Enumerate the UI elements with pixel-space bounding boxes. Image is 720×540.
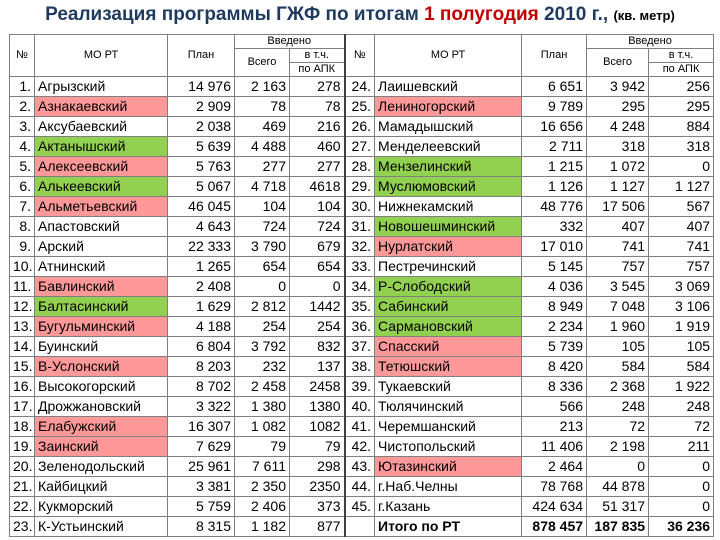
right-plan-value: 6 651 — [522, 77, 587, 97]
right-built-total-value: 318 — [587, 137, 649, 157]
left-built-apk-value: 79 — [290, 437, 345, 457]
left-built-apk-value: 4618 — [290, 177, 345, 197]
left-municipality-name: В-Услонский — [35, 357, 168, 377]
left-built-apk-value: 0 — [290, 277, 345, 297]
left-row-number: 20. — [10, 457, 35, 477]
right-built-total-value: 0 — [587, 457, 649, 477]
right-built-total-value: 44 878 — [587, 477, 649, 497]
right-built-apk-value: 295 — [649, 97, 714, 117]
left-built-total-value: 79 — [235, 437, 290, 457]
right-built-apk-value: 567 — [649, 197, 714, 217]
left-plan-value: 5 639 — [168, 137, 235, 157]
right-built-apk-value: 3 106 — [649, 297, 714, 317]
header-apk-right: по АПК — [649, 63, 714, 77]
left-plan-value: 3 322 — [168, 397, 235, 417]
right-built-total-value: 295 — [587, 97, 649, 117]
left-built-apk-value: 2350 — [290, 477, 345, 497]
header-vvedeno-right: Введено — [587, 35, 714, 49]
left-built-apk-value: 679 — [290, 237, 345, 257]
right-plan-value: 78 768 — [522, 477, 587, 497]
right-built-apk-value: 0 — [649, 457, 714, 477]
right-row-number: 39. — [345, 377, 375, 397]
right-built-apk-value: 211 — [649, 437, 714, 457]
right-plan-value: 11 406 — [522, 437, 587, 457]
right-built-total-value: 1 960 — [587, 317, 649, 337]
left-built-total-value: 277 — [235, 157, 290, 177]
title-unit: (кв. метр) — [613, 8, 675, 23]
table-row — [10, 197, 714, 217]
left-plan-value: 1 265 — [168, 257, 235, 277]
left-built-total-value: 2 458 — [235, 377, 290, 397]
left-built-total-value: 469 — [235, 117, 290, 137]
right-plan-value: 213 — [522, 417, 587, 437]
header-no-right: № — [345, 35, 375, 77]
left-built-total-value: 1 082 — [235, 417, 290, 437]
left-municipality-name: Елабужский — [35, 417, 168, 437]
left-built-apk-value: 1442 — [290, 297, 345, 317]
right-plan-value: 2 711 — [522, 137, 587, 157]
header-mo-right: МО РТ — [375, 35, 522, 77]
left-plan-value: 4 188 — [168, 317, 235, 337]
left-municipality-name: К-Устьинский — [35, 517, 168, 537]
right-built-total-value: 407 — [587, 217, 649, 237]
left-built-total-value: 7 611 — [235, 457, 290, 477]
left-built-apk-value: 460 — [290, 137, 345, 157]
right-row-number: 31. — [345, 217, 375, 237]
right-plan-value: 566 — [522, 397, 587, 417]
right-row-number: 29. — [345, 177, 375, 197]
left-built-total-value: 4 718 — [235, 177, 290, 197]
right-row-number: 40. — [345, 397, 375, 417]
left-built-apk-value: 78 — [290, 97, 345, 117]
left-built-apk-value: 2458 — [290, 377, 345, 397]
right-plan-value: 2 464 — [522, 457, 587, 477]
right-built-apk-value: 72 — [649, 417, 714, 437]
right-row-number — [345, 517, 375, 537]
table-row — [10, 377, 714, 397]
left-row-number: 3. — [10, 117, 35, 137]
left-row-number: 8. — [10, 217, 35, 237]
right-row-number: 32. — [345, 237, 375, 257]
right-built-total-value: 2 368 — [587, 377, 649, 397]
table-row — [10, 77, 714, 97]
right-plan-value: 4 036 — [522, 277, 587, 297]
left-row-number: 23. — [10, 517, 35, 537]
table-row — [10, 157, 714, 177]
table-row — [10, 457, 714, 477]
report-table — [9, 34, 714, 537]
right-built-apk-value: 36 236 — [649, 517, 714, 537]
title-main: Реализация программы ГЖФ по итогам — [45, 4, 425, 25]
left-plan-value: 5 763 — [168, 157, 235, 177]
right-row-number: 42. — [345, 437, 375, 457]
right-built-total-value: 584 — [587, 357, 649, 377]
left-built-apk-value: 298 — [290, 457, 345, 477]
left-built-total-value: 78 — [235, 97, 290, 117]
left-built-apk-value: 1380 — [290, 397, 345, 417]
right-built-total-value: 3 942 — [587, 77, 649, 97]
left-plan-value: 2 038 — [168, 117, 235, 137]
right-municipality-name: Новошешминский — [375, 217, 522, 237]
left-built-total-value: 2 406 — [235, 497, 290, 517]
table-row — [10, 137, 714, 157]
left-built-apk-value: 254 — [290, 317, 345, 337]
right-row-number: 26. — [345, 117, 375, 137]
right-plan-value: 16 656 — [522, 117, 587, 137]
right-row-number: 35. — [345, 297, 375, 317]
right-plan-value: 48 776 — [522, 197, 587, 217]
right-plan-value: 878 457 — [522, 517, 587, 537]
left-row-number: 7. — [10, 197, 35, 217]
left-built-total-value: 2 350 — [235, 477, 290, 497]
right-municipality-name: Нижнекамский — [375, 197, 522, 217]
left-municipality-name: Алексеевский — [35, 157, 168, 177]
right-municipality-name: Тюлячинский — [375, 397, 522, 417]
right-built-apk-value: 256 — [649, 77, 714, 97]
left-built-total-value: 4 488 — [235, 137, 290, 157]
right-row-number: 33. — [345, 257, 375, 277]
left-built-total-value: 232 — [235, 357, 290, 377]
left-municipality-name: Апастовский — [35, 217, 168, 237]
left-built-apk-value: 278 — [290, 77, 345, 97]
table-row — [10, 97, 714, 117]
right-row-number: 37. — [345, 337, 375, 357]
right-plan-value: 8 949 — [522, 297, 587, 317]
left-municipality-name: Арский — [35, 237, 168, 257]
right-built-apk-value: 407 — [649, 217, 714, 237]
left-municipality-name: Заинский — [35, 437, 168, 457]
left-built-apk-value: 373 — [290, 497, 345, 517]
header-apk-left: по АПК — [290, 63, 345, 77]
table-row — [10, 477, 714, 497]
right-plan-value: 8 420 — [522, 357, 587, 377]
right-municipality-name: Пестречинский — [375, 257, 522, 277]
right-municipality-name: Менделеевский — [375, 137, 522, 157]
left-built-total-value: 0 — [235, 277, 290, 297]
right-built-total-value: 1 127 — [587, 177, 649, 197]
right-built-apk-value: 884 — [649, 117, 714, 137]
left-built-apk-value: 216 — [290, 117, 345, 137]
right-built-apk-value: 318 — [649, 137, 714, 157]
left-built-total-value: 724 — [235, 217, 290, 237]
left-row-number: 16. — [10, 377, 35, 397]
header-vtch-right: в т.ч. — [649, 49, 714, 63]
right-row-number: 24. — [345, 77, 375, 97]
left-municipality-name: Атнинский — [35, 257, 168, 277]
left-row-number: 14. — [10, 337, 35, 357]
right-plan-value: 5 145 — [522, 257, 587, 277]
right-municipality-name: Сабинский — [375, 297, 522, 317]
left-municipality-name: Высокогорский — [35, 377, 168, 397]
left-plan-value: 3 381 — [168, 477, 235, 497]
right-municipality-name: Р-Слободский — [375, 277, 522, 297]
right-municipality-name: Муслюмовский — [375, 177, 522, 197]
header-plan-left: План — [168, 35, 235, 77]
left-plan-value: 6 804 — [168, 337, 235, 357]
right-municipality-name: Нурлатский — [375, 237, 522, 257]
left-municipality-name: Альметьевский — [35, 197, 168, 217]
table-row — [10, 517, 714, 537]
table-header — [10, 35, 714, 77]
left-built-apk-value: 137 — [290, 357, 345, 377]
right-built-total-value: 1 072 — [587, 157, 649, 177]
left-row-number: 2. — [10, 97, 35, 117]
right-plan-value: 17 010 — [522, 237, 587, 257]
right-built-total-value: 7 048 — [587, 297, 649, 317]
left-plan-value: 8 203 — [168, 357, 235, 377]
right-plan-value: 332 — [522, 217, 587, 237]
left-built-total-value: 3 790 — [235, 237, 290, 257]
right-built-apk-value: 0 — [649, 477, 714, 497]
left-municipality-name: Балтасинский — [35, 297, 168, 317]
left-municipality-name: Дрожжановский — [35, 397, 168, 417]
right-built-apk-value: 0 — [649, 157, 714, 177]
right-row-number: 28. — [345, 157, 375, 177]
right-plan-value: 424 634 — [522, 497, 587, 517]
left-built-apk-value: 724 — [290, 217, 345, 237]
right-row-number: 44. — [345, 477, 375, 497]
right-municipality-name: Итого по РТ — [375, 517, 522, 537]
right-plan-value: 2 234 — [522, 317, 587, 337]
left-plan-value: 46 045 — [168, 197, 235, 217]
right-municipality-name: г.Наб.Челны — [375, 477, 522, 497]
table-row — [10, 217, 714, 237]
right-row-number: 30. — [345, 197, 375, 217]
left-row-number: 22. — [10, 497, 35, 517]
right-row-number: 27. — [345, 137, 375, 157]
right-built-apk-value: 248 — [649, 397, 714, 417]
right-plan-value: 1 215 — [522, 157, 587, 177]
left-municipality-name: Бугульминский — [35, 317, 168, 337]
left-plan-value: 2 909 — [168, 97, 235, 117]
right-built-apk-value: 741 — [649, 237, 714, 257]
right-built-total-value: 248 — [587, 397, 649, 417]
table-row — [10, 177, 714, 197]
table-row — [10, 397, 714, 417]
left-built-total-value: 254 — [235, 317, 290, 337]
left-municipality-name: Кайбицкий — [35, 477, 168, 497]
header-vsego-left: Всего — [235, 49, 290, 77]
left-built-total-value: 2 163 — [235, 77, 290, 97]
left-row-number: 9. — [10, 237, 35, 257]
table-row — [10, 317, 714, 337]
left-built-apk-value: 832 — [290, 337, 345, 357]
right-built-apk-value: 3 069 — [649, 277, 714, 297]
right-built-total-value: 741 — [587, 237, 649, 257]
right-municipality-name: Тетюшский — [375, 357, 522, 377]
right-built-apk-value: 1 127 — [649, 177, 714, 197]
right-built-apk-value: 584 — [649, 357, 714, 377]
right-municipality-name: Мензелинский — [375, 157, 522, 177]
left-row-number: 6. — [10, 177, 35, 197]
left-plan-value: 8 702 — [168, 377, 235, 397]
left-plan-value: 22 333 — [168, 237, 235, 257]
table-row — [10, 257, 714, 277]
title-period: 1 полугодия — [424, 4, 539, 25]
right-built-apk-value: 1 922 — [649, 377, 714, 397]
table-row — [10, 417, 714, 437]
right-municipality-name: Сармановский — [375, 317, 522, 337]
left-row-number: 21. — [10, 477, 35, 497]
left-row-number: 18. — [10, 417, 35, 437]
table-row — [10, 337, 714, 357]
right-municipality-name: Мамадышский — [375, 117, 522, 137]
left-municipality-name: Зеленодольский — [35, 457, 168, 477]
right-municipality-name: Тукаевский — [375, 377, 522, 397]
left-row-number: 12. — [10, 297, 35, 317]
table-row — [10, 357, 714, 377]
left-municipality-name: Кукморский — [35, 497, 168, 517]
right-row-number: 25. — [345, 97, 375, 117]
right-plan-value: 5 739 — [522, 337, 587, 357]
left-plan-value: 7 629 — [168, 437, 235, 457]
right-built-total-value: 72 — [587, 417, 649, 437]
table-row — [10, 117, 714, 137]
left-plan-value: 16 307 — [168, 417, 235, 437]
right-row-number: 36. — [345, 317, 375, 337]
header-plan-right: План — [522, 35, 587, 77]
right-municipality-name: Спасский — [375, 337, 522, 357]
table-row — [10, 497, 714, 517]
left-row-number: 19. — [10, 437, 35, 457]
right-plan-value: 8 336 — [522, 377, 587, 397]
left-plan-value: 5 067 — [168, 177, 235, 197]
right-built-total-value: 3 545 — [587, 277, 649, 297]
header-mo-left: МО РТ — [35, 35, 168, 77]
page-title — [0, 4, 720, 26]
left-municipality-name: Алькеевский — [35, 177, 168, 197]
left-plan-value: 8 315 — [168, 517, 235, 537]
left-built-apk-value: 1082 — [290, 417, 345, 437]
left-plan-value: 25 961 — [168, 457, 235, 477]
left-municipality-name: Агрызский — [35, 77, 168, 97]
left-municipality-name: Аксубаевский — [35, 117, 168, 137]
right-row-number: 41. — [345, 417, 375, 437]
left-built-total-value: 104 — [235, 197, 290, 217]
left-row-number: 4. — [10, 137, 35, 157]
header-no-left: № — [10, 35, 35, 77]
right-built-total-value: 4 248 — [587, 117, 649, 137]
table-row — [10, 237, 714, 257]
left-row-number: 15. — [10, 357, 35, 377]
left-built-total-value: 1 380 — [235, 397, 290, 417]
left-row-number: 13. — [10, 317, 35, 337]
left-plan-value: 5 759 — [168, 497, 235, 517]
table-body — [10, 77, 714, 537]
title-year: 2010 г., — [538, 4, 614, 25]
table-row — [10, 437, 714, 457]
right-built-apk-value: 757 — [649, 257, 714, 277]
header-vvedeno-left: Введено — [235, 35, 345, 49]
left-built-apk-value: 104 — [290, 197, 345, 217]
left-plan-value: 14 976 — [168, 77, 235, 97]
right-municipality-name: Чистопольский — [375, 437, 522, 457]
right-plan-value: 9 789 — [522, 97, 587, 117]
left-plan-value: 4 643 — [168, 217, 235, 237]
left-municipality-name: Азнакаевский — [35, 97, 168, 117]
left-built-total-value: 3 792 — [235, 337, 290, 357]
right-built-apk-value: 0 — [649, 497, 714, 517]
right-built-total-value: 105 — [587, 337, 649, 357]
left-built-apk-value: 654 — [290, 257, 345, 277]
header-vsego-right: Всего — [587, 49, 649, 77]
right-row-number: 38. — [345, 357, 375, 377]
table-row — [10, 297, 714, 317]
left-row-number: 5. — [10, 157, 35, 177]
right-built-apk-value: 105 — [649, 337, 714, 357]
left-municipality-name: Бавлинский — [35, 277, 168, 297]
right-municipality-name: Лаишевский — [375, 77, 522, 97]
right-built-apk-value: 1 919 — [649, 317, 714, 337]
right-row-number: 34. — [345, 277, 375, 297]
right-municipality-name: Лениногорский — [375, 97, 522, 117]
left-row-number: 11. — [10, 277, 35, 297]
table-row — [10, 277, 714, 297]
right-built-total-value: 51 317 — [587, 497, 649, 517]
right-municipality-name: г.Казань — [375, 497, 522, 517]
right-plan-value: 1 126 — [522, 177, 587, 197]
left-row-number: 10. — [10, 257, 35, 277]
report-table-wrapper — [9, 34, 713, 534]
left-row-number: 1. — [10, 77, 35, 97]
right-built-total-value: 187 835 — [587, 517, 649, 537]
right-built-total-value: 17 506 — [587, 197, 649, 217]
left-built-total-value: 654 — [235, 257, 290, 277]
right-municipality-name: Черемшанский — [375, 417, 522, 437]
right-built-total-value: 757 — [587, 257, 649, 277]
left-row-number: 17. — [10, 397, 35, 417]
left-plan-value: 2 408 — [168, 277, 235, 297]
left-built-total-value: 2 812 — [235, 297, 290, 317]
right-municipality-name: Ютазинский — [375, 457, 522, 477]
left-built-apk-value: 277 — [290, 157, 345, 177]
right-row-number: 43. — [345, 457, 375, 477]
left-municipality-name: Буинский — [35, 337, 168, 357]
left-built-apk-value: 877 — [290, 517, 345, 537]
header-vtch-left: в т.ч. — [290, 49, 345, 63]
left-built-total-value: 1 182 — [235, 517, 290, 537]
right-row-number: 45. — [345, 497, 375, 517]
right-built-total-value: 2 198 — [587, 437, 649, 457]
left-plan-value: 1 629 — [168, 297, 235, 317]
left-municipality-name: Актанышский — [35, 137, 168, 157]
